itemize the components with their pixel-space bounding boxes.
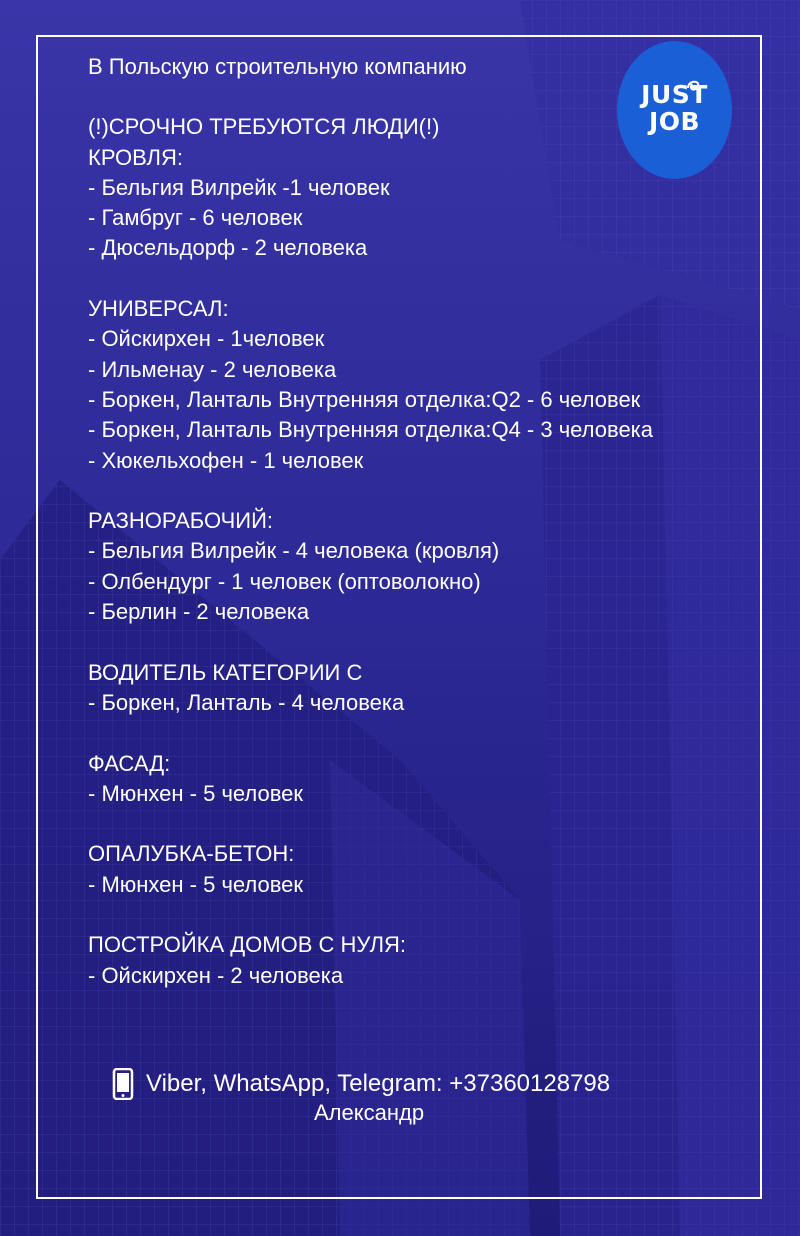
logo-line-2: JOB	[648, 107, 701, 136]
section-formwork	[88, 839, 768, 900]
list-item: - Ойскирхен - 1человек	[88, 326, 325, 352]
section-heading: ФАСАД:	[88, 750, 171, 776]
list-item: - Бельгия Вилрейк - 4 человека (кровля)	[88, 538, 500, 564]
contact-block	[112, 1068, 692, 1126]
page-title: В Польскую строительную компанию	[88, 54, 467, 79]
contact-row	[112, 1068, 692, 1100]
section-roofing	[88, 143, 768, 264]
list-item: - Бельгия Вилрейк -1 человек	[88, 174, 390, 200]
contact-messengers[interactable]: Viber, WhatsApp, Telegram: +37360128798	[146, 1070, 611, 1097]
section-universal	[88, 294, 768, 476]
list-item: - Ильменау - 2 человека	[88, 356, 337, 382]
section-heading: РАЗНОРАБОЧИЙ:	[88, 508, 274, 534]
section-house-building	[88, 930, 768, 991]
list-item: - Боркен, Ланталь Внутренняя отделка:Q2 - 6 человек	[88, 386, 641, 412]
section-heading: КРОВЛЯ:	[88, 144, 183, 170]
urgent-notice: (!)СРОЧНО ТРЕБУЮТСЯ ЛЮДИ(!)	[88, 114, 440, 140]
list-item: - Гамбруг - 6 человек	[88, 205, 303, 231]
list-item: - Ойскирхен - 2 человека	[88, 962, 344, 988]
list-item: - Боркен, Ланталь Внутренняя отделка:Q4 - 3 человека	[88, 417, 654, 443]
section-driver	[88, 658, 768, 719]
section-facade	[88, 749, 768, 810]
list-item: - Хюкельхофен - 1 человек	[88, 447, 364, 473]
list-item: - Боркен, Ланталь - 4 человека	[88, 689, 405, 715]
section-heading: ВОДИТЕЛЬ КАТЕГОРИИ С	[88, 659, 363, 685]
contact-name: Александр	[314, 1100, 425, 1125]
list-item: - Мюнхен - 5 человек	[88, 780, 304, 806]
section-laborer	[88, 506, 768, 627]
job-listing	[88, 52, 768, 1021]
section-heading: УНИВЕРСАЛ:	[88, 296, 229, 322]
section-heading: ПОСТРОЙКА ДОМОВ С НУЛЯ:	[88, 932, 407, 958]
logo-line-1: JUST	[641, 80, 708, 109]
phone-icon	[112, 1068, 134, 1100]
section-heading: ОПАЛУБКА-БЕТОН:	[88, 841, 295, 867]
list-item: - Мюнхен - 5 человек	[88, 871, 304, 897]
list-item: - Олбендург - 1 человек (оптоволокно)	[88, 568, 481, 594]
list-item: - Берлин - 2 человека	[88, 599, 310, 625]
list-item: - Дюсельдорф - 2 человека	[88, 235, 368, 261]
